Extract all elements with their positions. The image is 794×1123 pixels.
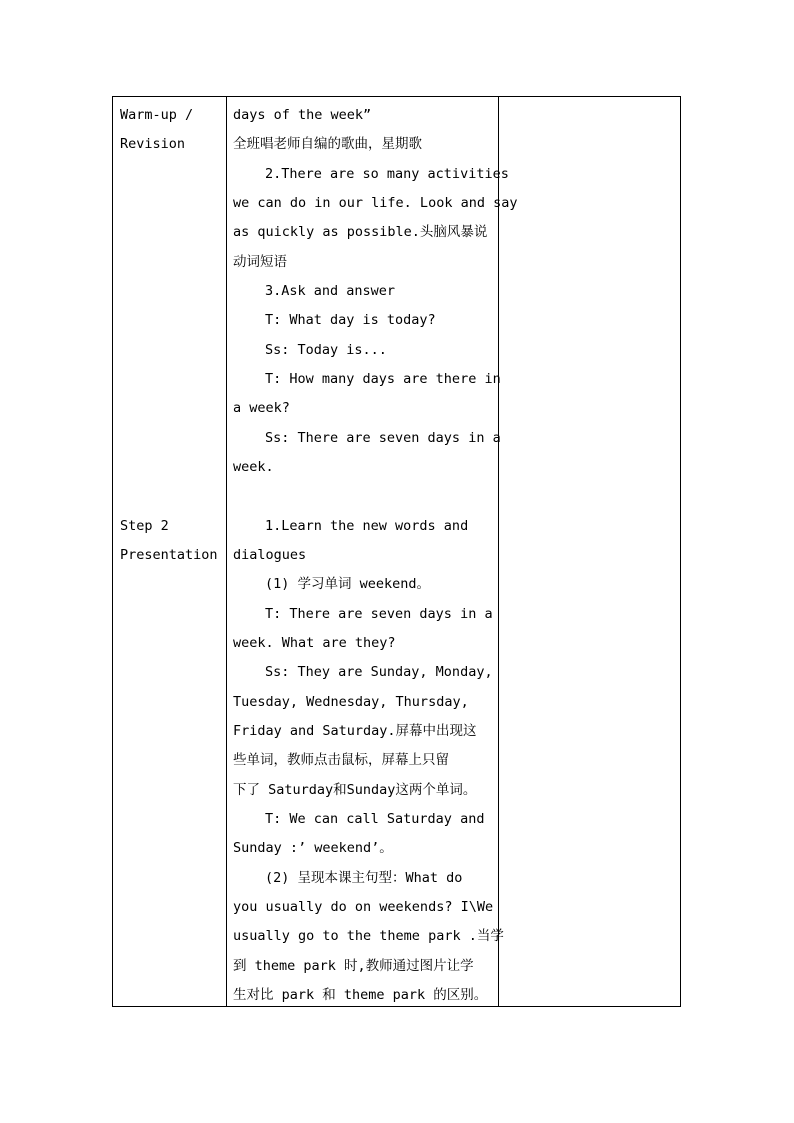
step-label: Presentation (120, 547, 218, 563)
content-line: usually go to the theme park .当学 (233, 928, 504, 944)
step-label: Revision (120, 136, 186, 152)
content-line: 到 theme park 时,教师通过图片让学 (233, 958, 474, 974)
content-line: Ss: They are Sunday, Monday, (265, 664, 493, 680)
content-line: (1) 学习单词 weekend。 (265, 576, 431, 592)
content-line: Ss: Today is... (265, 342, 387, 358)
content-line: 下了 Saturday和Sunday这两个单词。 (233, 782, 477, 798)
content-line: (2) 呈现本课主句型：What do (265, 870, 463, 886)
content-line: 3.Ask and answer (265, 283, 396, 299)
content-line: week. (233, 459, 274, 475)
step-column (113, 97, 227, 1006)
content-line: 动词短语 (233, 254, 287, 270)
content-line: days of the week” (233, 107, 372, 123)
content-line: as quickly as possible.头脑风暴说 (233, 224, 488, 240)
lesson-plan-table (112, 96, 681, 1007)
content-line: T: There are seven days in a (265, 606, 493, 622)
content-line: 些单词，教师点击鼠标，屏幕上只留 (233, 752, 449, 768)
content-line: a week? (233, 400, 290, 416)
content-line: 2.There are so many activities (265, 166, 509, 182)
content-column (227, 97, 518, 1006)
content-line: dialogues (233, 547, 307, 563)
notes-column (499, 97, 680, 1006)
content-line: you usually do on weekends? I\We (233, 899, 494, 915)
content-line: Ss: There are seven days in a (265, 430, 501, 446)
content-line: T: What day is today? (265, 312, 436, 328)
content-line: T: How many days are there in (265, 371, 501, 387)
content-line: 1.Learn the new words and (265, 518, 469, 534)
content-line: 生对比 park 和 theme park 的区别。 (233, 987, 488, 1003)
content-line: Friday and Saturday.屏幕中出现这 (233, 723, 477, 739)
step-label: Step 2 (120, 518, 169, 534)
content-line: week. What are they? (233, 635, 396, 651)
content-line: Tuesday, Wednesday, Thursday, (233, 694, 469, 710)
content-line: we can do in our life. Look and say (233, 195, 518, 211)
step-label: Warm-up / (120, 107, 194, 123)
content-line: T: We can call Saturday and (265, 811, 485, 827)
content-line: Sunday :’ weekend’。 (233, 840, 393, 856)
content-line: 全班唱老师自编的歌曲，星期歌 (233, 136, 422, 152)
